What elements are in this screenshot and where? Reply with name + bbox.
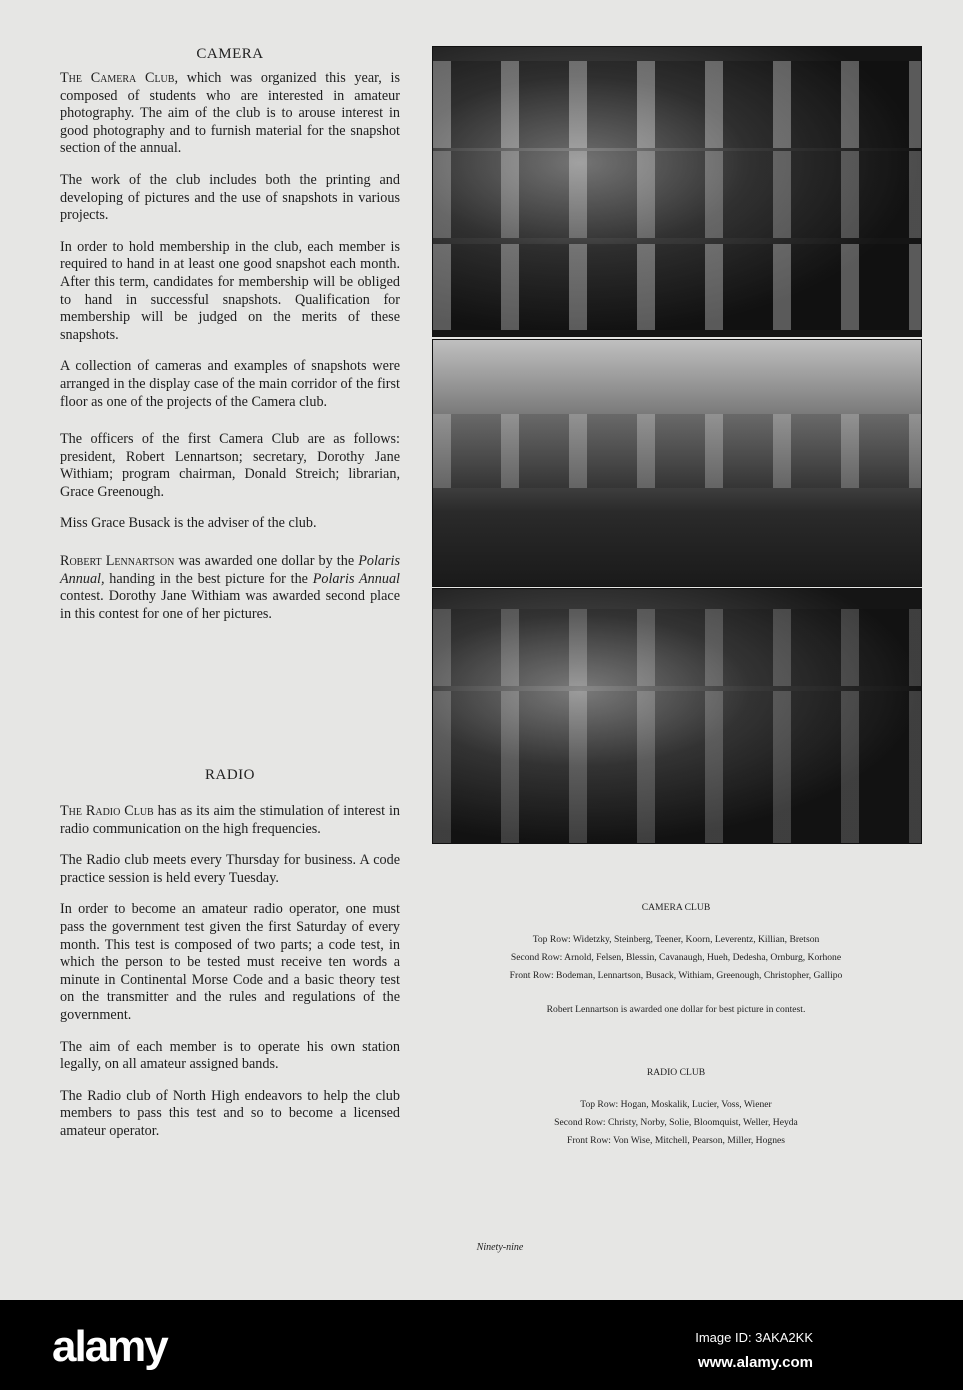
camera-heading: CAMERA <box>196 46 264 62</box>
camera-paragraph <box>60 70 400 158</box>
camera-paragraph: The work of the club includes both the printing and developing of pictures and the use of snapshots in various projects. <box>60 171 400 224</box>
camera-paragraph: Miss Grace Busack is the adviser of the club. <box>60 515 317 532</box>
radio-club-caption-title: RADIO CLUB <box>646 1067 706 1078</box>
caption-row: Front Row: Bodeman, Lennartson, Busack, Withiam, Greenough, Christopher, Gallipo <box>509 970 843 981</box>
camera-paragraph <box>60 553 400 623</box>
radio-paragraph: The aim of each member is to operate his own station legally, on all amateur assigned bands. <box>60 1038 400 1073</box>
text: has as its aim the stimulation of interest in radio communication on the high frequencies. <box>60 803 400 837</box>
camera-club-caption-title: CAMERA CLUB <box>641 902 711 913</box>
camera-club-group-photo <box>432 46 922 337</box>
text: contest. Dorothy Jane Withiam was awarded second place in this contest for one of her pictures. <box>60 588 400 622</box>
text: handing in the best picture for the <box>104 570 313 587</box>
lead-in: Robert Lennartson <box>60 553 175 570</box>
camera-club-award-photo <box>432 339 922 587</box>
text: Polaris Annual <box>312 570 400 587</box>
caption-row: Second Row: Christy, Norby, Solie, Bloomquist, Weller, Heyda <box>554 1117 798 1128</box>
caption-row: Top Row: Hogan, Moskalik, Lucier, Voss, Wiener <box>580 1099 772 1110</box>
radio-paragraph: The Radio club meets every Thursday for business. A code practice session is held every Tuesday. <box>60 852 400 886</box>
caption-row: Front Row: Von Wise, Mitchell, Pearson, Miller, Hognes <box>566 1135 785 1146</box>
text: Polaris Annual, <box>60 553 400 587</box>
camera-paragraph: The officers of the first Camera Club are as follows: president, Robert Lennartson; secretary, Dorothy Jane Withiam; program chairman, Donald Streich; librarian, Grace Greenough. <box>60 431 400 500</box>
radio-paragraph <box>60 803 400 838</box>
camera-paragraph: In order to hold membership in the club, each member is required to hand in at least one good snapshot each month. After this term, candidates for membership will be obliged to hand in successful snapshots. Qualification for membership will be judged on the merits of these snapshots. <box>60 238 400 343</box>
text: which was organized this year, is composed of students who are interested in amateur photography. The aim of the club is to arouse interest in good photography and to furnish material for the snapshot section of the annual. <box>60 70 400 157</box>
lead-in: The Camera Club, <box>60 70 178 86</box>
watermark-url: www.alamy.com <box>697 1354 813 1371</box>
camera-paragraph: A collection of cameras and examples of snapshots were arranged in the display case of the main corridor of the first floor as one of the projects of the Camera club. <box>60 358 400 410</box>
lead-in: The Radio Club <box>60 803 154 819</box>
caption-row: Top Row: Widetzky, Steinberg, Teener, Koorn, Leverentz, Killian, Bretson <box>532 934 820 945</box>
page-number: Ninety-nine <box>476 1242 524 1253</box>
camera-article <box>60 70 400 637</box>
radio-club-caption-rows <box>432 1096 920 1150</box>
camera-club-note: Robert Lennartson is awarded one dollar for best picture in contest. <box>546 1004 806 1015</box>
radio-paragraph: In order to become an amateur radio operator, one must pass the government test given the first Saturday of every month. This test is composed of two parts; a code test, in which the person to be tested must receive ten words a minute in Continental Morse Code and a basic theory test on the transmitter and the rules and regulations of the government. <box>60 901 400 1023</box>
radio-article <box>60 803 400 1155</box>
watermark-footer <box>0 1300 963 1390</box>
radio-paragraph: The Radio club of North High endeavors to help the club members to pass this test and so to become a licensed amateur operator. <box>60 1087 400 1139</box>
alamy-logo: alamy <box>52 1322 167 1371</box>
radio-heading: RADIO <box>205 767 255 783</box>
text: was awarded one dollar by the <box>174 553 359 570</box>
caption-row: Second Row: Arnold, Felsen, Blessin, Cavanaugh, Hueh, Dedesha, Ornburg, Korhone <box>510 952 842 963</box>
camera-club-caption-rows <box>432 931 920 985</box>
radio-club-group-photo <box>432 588 922 844</box>
image-id: Image ID: 3AKA2KK <box>695 1330 813 1345</box>
